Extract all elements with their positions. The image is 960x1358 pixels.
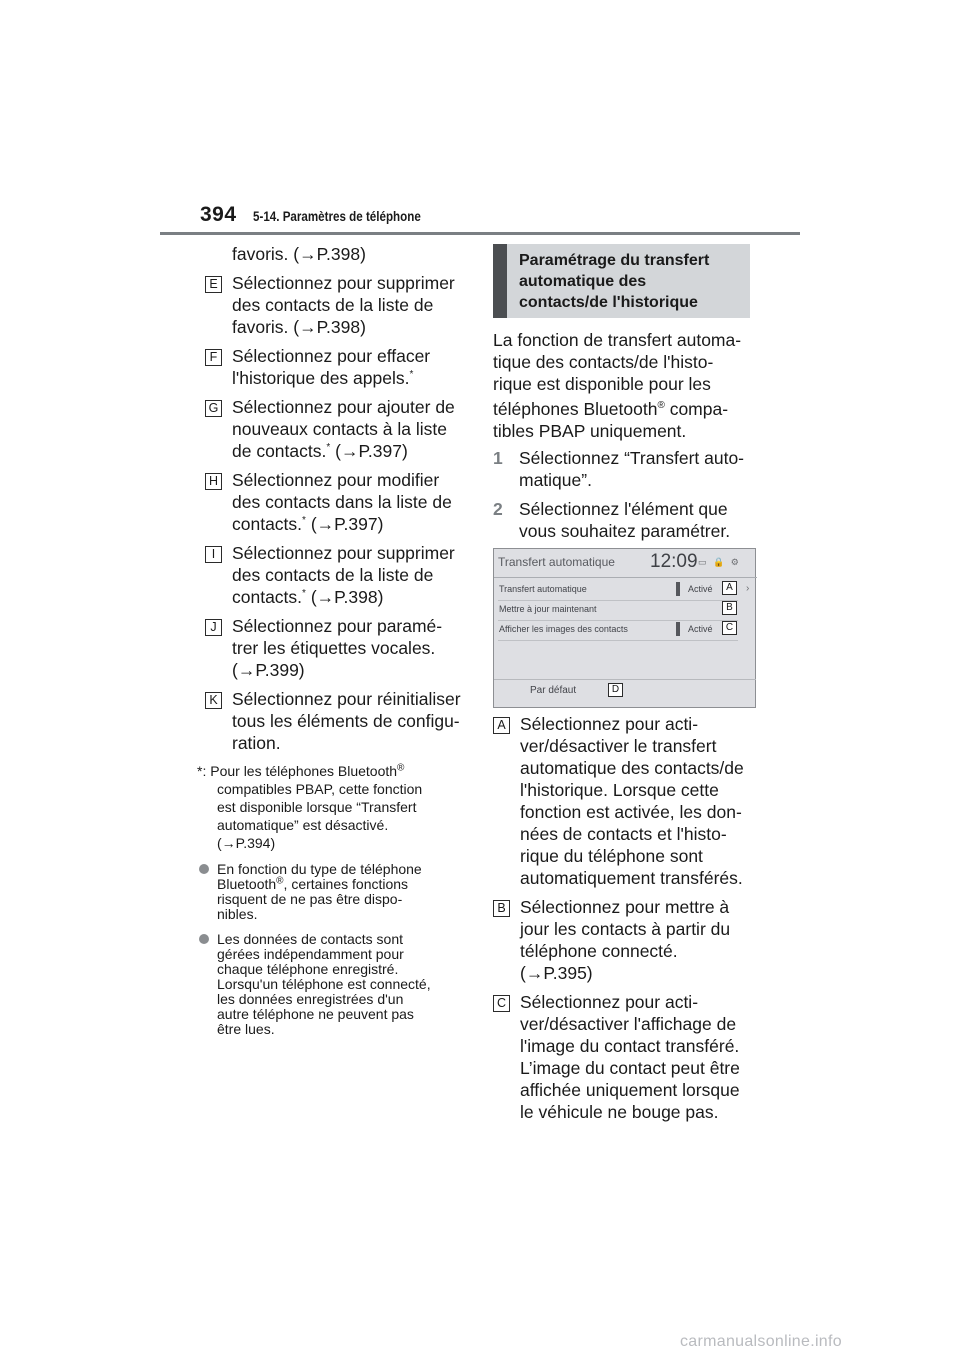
letter-i-label: I xyxy=(205,546,222,563)
footnote: *: Pour les téléphones Bluetooth® compatibles PBAP, cette fonction est disponible lorsque “Transfert automatique” est désactivé. (→P.394) xyxy=(197,762,423,851)
step-2: 2 Sélectionnez l'élément que vous souhaitez paramétrer. xyxy=(493,499,731,541)
letter-b-label: B xyxy=(493,900,510,917)
callout-a: A xyxy=(722,581,737,595)
item-f: F Sélectionnez pour effacer l'historique des appels.* xyxy=(205,345,470,389)
intro-paragraph: La fonction de transfert automa- tique des contacts/de l'histo- rique est disponible pour les téléphones Bluetooth® compa- tibles PBAP uniquement. xyxy=(493,330,742,441)
item-j: J Sélectionnez pour paramé- trer les étiquettes vocales. (→P.399) xyxy=(205,615,470,681)
bullet-icon xyxy=(199,864,209,874)
screen-footer-divider xyxy=(494,679,756,680)
note-contacts-data: Les données de contacts sont gérées indépendamment pour chaque téléphone enregistré. Lorsqu'un téléphone est connecté, les données enregistrées d'un autre téléphone ne peuvent pas être lues. xyxy=(197,932,470,1037)
letter-g-label: G xyxy=(205,400,222,417)
letter-f-label: F xyxy=(205,349,222,366)
letter-e-label: E xyxy=(205,276,222,293)
toggle-indicator xyxy=(676,622,680,636)
item-i: I Sélectionnez pour supprimer des contacts de la liste de contacts.* (→P.398) xyxy=(205,542,470,608)
step-1-number: 1 xyxy=(493,448,503,468)
watermark: carmanualsonline.info xyxy=(680,1333,842,1350)
item-k: K Sélectionnez pour réinitialiser tous les éléments de configu- ration. xyxy=(205,688,470,754)
screen-title: Transfert automatique xyxy=(498,555,615,569)
item-a: A Sélectionnez pour acti- ver/désactiver le transfert automatique des contacts/de l'historique. Lorsque cette fonction est activée, les don- nées de contacts et l'histo- rique du téléphone sont automatiquement transférés. xyxy=(493,713,755,889)
letter-j-label: J xyxy=(205,619,222,636)
section-box-title: Paramétrage du transfert automatique des contacts/de l'historique xyxy=(519,252,710,311)
toggle-indicator xyxy=(676,582,680,596)
callout-c: C xyxy=(722,621,737,635)
letter-k-label: K xyxy=(205,692,222,709)
callout-d: D xyxy=(608,683,623,697)
chevron-right-icon: › xyxy=(746,583,750,594)
status-icons: ▭ 🔒 ⚙ xyxy=(698,557,741,567)
item-e: E Sélectionnez pour supprimer des contacts de la liste de favoris. (→P.398) xyxy=(205,272,470,338)
header-rule xyxy=(160,232,800,235)
left-column xyxy=(197,240,470,1037)
step-2-number: 2 xyxy=(493,499,503,519)
callout-b: B xyxy=(722,601,737,615)
bullet-icon xyxy=(199,934,209,944)
item-c: C Sélectionnez pour acti- ver/désactiver l'affichage de l'image du contact transféré. L’image du contact peut être affichée uniquement lorsque le véhicule ne bouge pas. xyxy=(493,991,755,1123)
right-items xyxy=(493,713,755,1130)
screen-divider xyxy=(494,577,757,578)
page-number: 394 xyxy=(200,203,237,226)
screen-illustration xyxy=(493,548,756,708)
section-box-bar xyxy=(493,244,507,318)
screen-row-auto-transfer[interactable]: Transfert automatique Activé xyxy=(498,580,742,599)
note-bluetooth: En fonction du type de téléphone Bluetooth®, certaines fonctions risquent de ne pas être dispo- nibles. xyxy=(197,862,470,922)
screen-row-update-now[interactable]: Mettre à jour maintenant xyxy=(498,600,742,619)
letter-h-label: H xyxy=(205,473,222,490)
step-1: 1 Sélectionnez “Transfert auto- matique”. xyxy=(493,448,745,490)
section-title: 5-14. Paramètres de téléphone xyxy=(253,209,421,224)
default-button[interactable]: Par défaut xyxy=(530,685,577,696)
screen-row-contact-images[interactable]: Afficher les images des contacts Activé xyxy=(498,620,742,639)
intro-continuation: favoris. (→P.398) xyxy=(232,244,366,264)
item-g: G Sélectionnez pour ajouter de nouveaux contacts à la liste de contacts.* (→P.397) xyxy=(205,396,470,462)
screen-clock: 12:09 xyxy=(650,551,698,572)
letter-a-label: A xyxy=(493,717,510,734)
item-h: H Sélectionnez pour modifier des contacts dans la liste de contacts.* (→P.397) xyxy=(205,469,470,535)
steps xyxy=(493,447,753,542)
item-b: B Sélectionnez pour mettre à jour les contacts à partir du téléphone connecté. (→P.395) xyxy=(493,896,755,984)
letter-c-label: C xyxy=(493,995,510,1012)
